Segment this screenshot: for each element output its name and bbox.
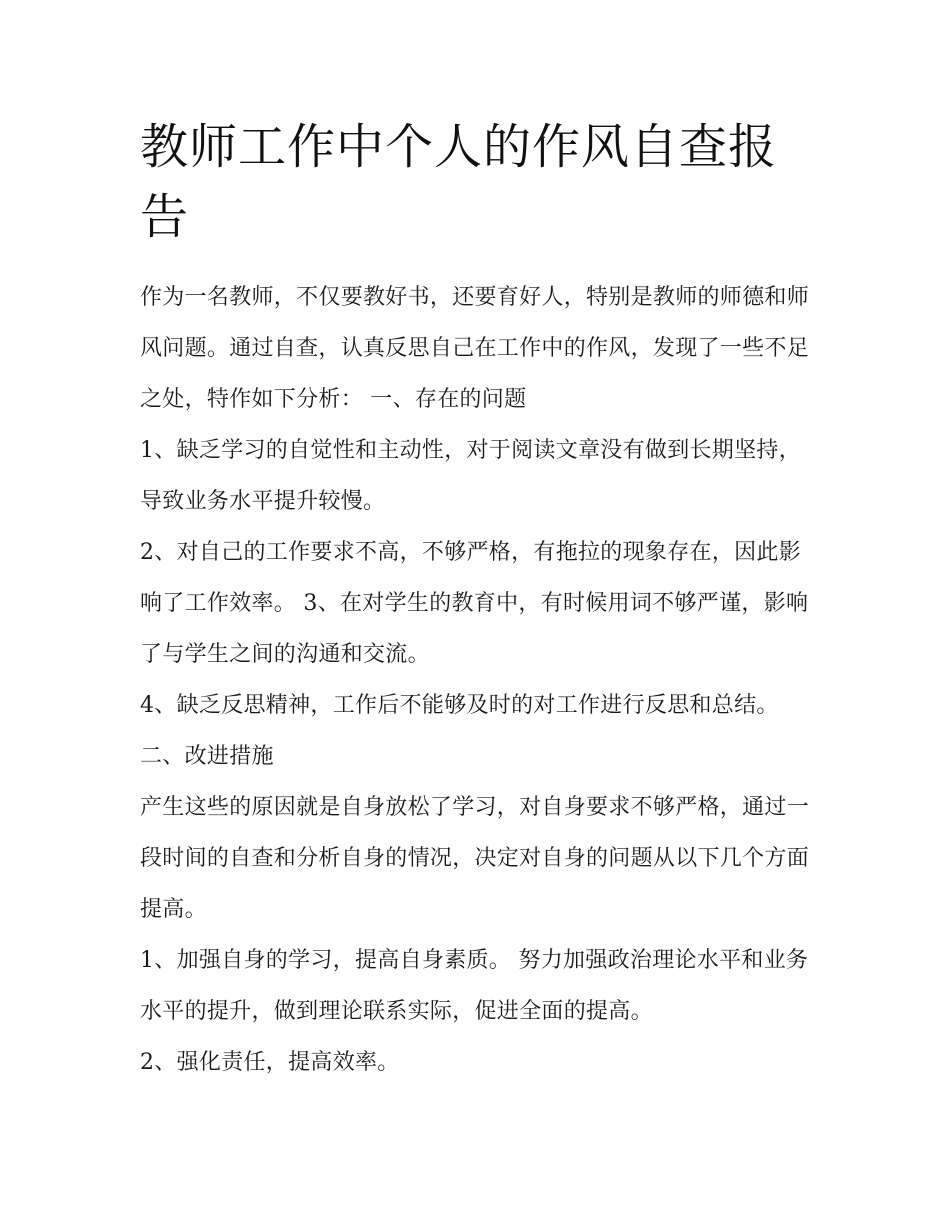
paragraph-intro: 作为一名教师，不仅要教好书，还要育好人，特别是教师的师德和师风问题。通过自查，认真反思自己在工作中的作风，发现了一些不足之处，特作如下分析： 一、存在的问题 [140, 285, 810, 412]
paragraph-problem-1: 1、缺乏学习的自觉性和主动性，对于阅读文章没有做到长期坚持，导致业务水平提升较慢。 [140, 438, 801, 514]
paragraph-cause: 产生这些的原因就是自身放松了学习，对自身要求不够严格，通过一段时间的自查和分析自身的情况，决定对自身的问题从以下几个方面提高。 [140, 795, 810, 922]
document-title: 教师工作中个人的作风自查报告 [140, 119, 778, 245]
paragraph-list [140, 272, 820, 1088]
paragraph-measure-1: 1、加强自身的学习，提高自身素质。 努力加强政治理论水平和业务水平的提升，做到理论联系实际，促进全面的提高。 [140, 948, 809, 1024]
paragraph-problem-4: 4、缺乏反思精神，工作后不能够及时的对工作进行反思和总结。 二、改进措施 [140, 693, 779, 769]
document-body [140, 112, 820, 1088]
paragraph-measure-2: 2、强化责任，提高效率。 [140, 1050, 400, 1075]
paragraph-problem-2-3: 2、对自己的工作要求不高，不够严格，有拖拉的现象存在，因此影响了工作效率。 3、在对学生的教育中，有时候用词不够严谨，影响了与学生之间的沟通和交流。 [140, 540, 809, 667]
